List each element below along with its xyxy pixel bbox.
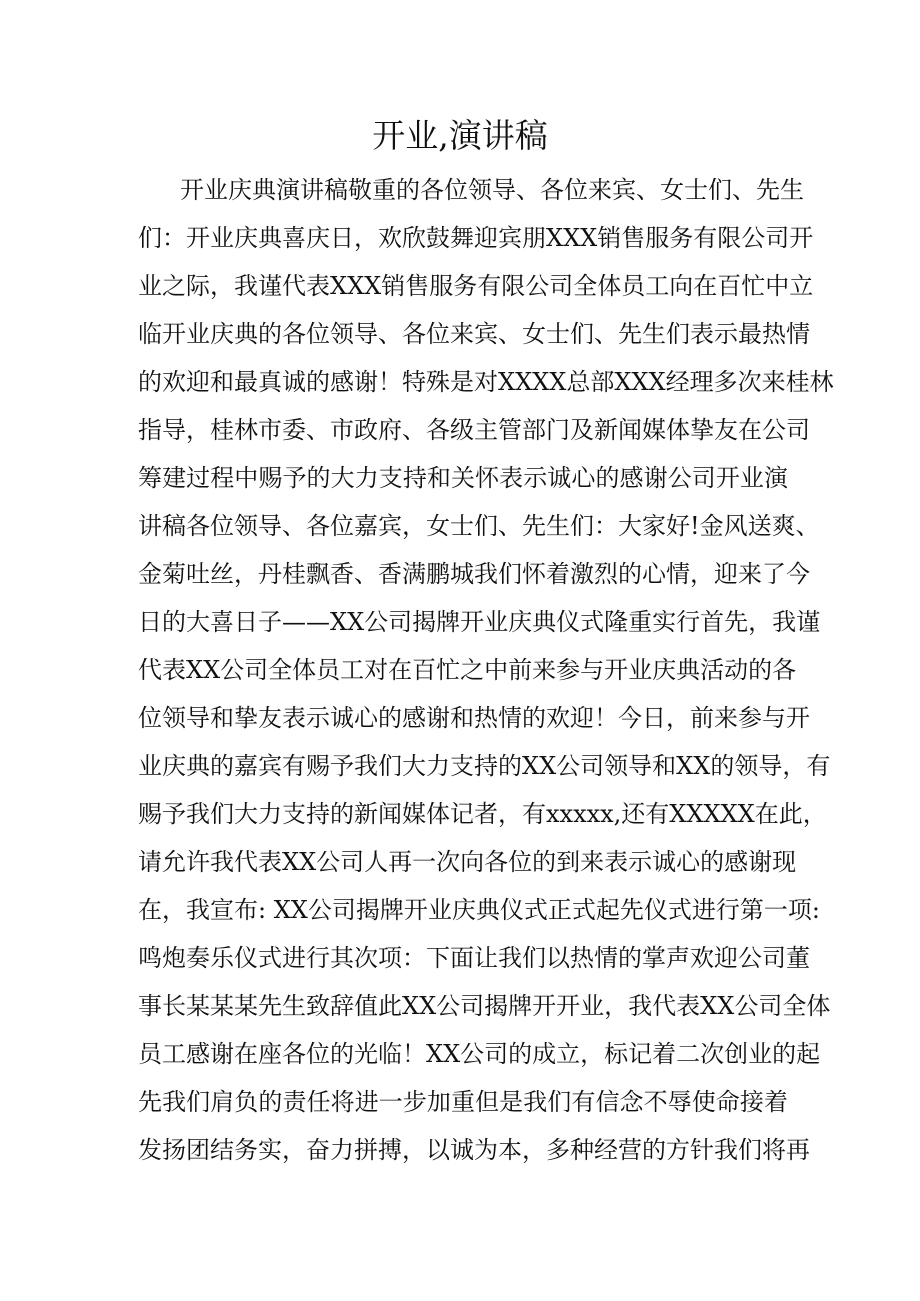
document-title: 开业,演讲稿 <box>372 116 548 155</box>
body-line: 指导，桂林市委、市政府、各级主管部门及新闻媒体挚友在公司 <box>138 416 810 444</box>
body-line: 金菊吐丝，丹桂飘香、香满鹏城我们怀着激烈的心情，迎来了今 <box>138 560 810 588</box>
body-line: 们：开业庆典喜庆日，欢欣鼓舞迎宾朋XXX销售服务有限公司开 <box>138 224 814 252</box>
body-line: 发扬团结务实，奋力拼搏，以诚为本，多种经营的方针我们将再 <box>138 1136 810 1164</box>
body-line: 员工感谢在座各位的光临！XX公司的成立，标记着二次创业的起 <box>138 1040 821 1068</box>
body-line: 开业庆典演讲稿敬重的各位领导、各位来宾、女士们、先生 <box>180 176 804 204</box>
body-line: 先我们肩负的责任将进一步加重但是我们有信念不辱使命接着 <box>138 1088 788 1116</box>
body-line: 业庆典的嘉宾有赐予我们大力支持的XX公司领导和XX的领导，有 <box>138 752 831 780</box>
body-line: 业之际，我谨代表XXX销售服务有限公司全体员工向在百忙中立 <box>138 272 814 300</box>
body-line: 日的大喜日子——XX公司揭牌开业庆典仪式隆重实行首先，我谨 <box>138 608 821 636</box>
body-line: 代表XX公司全体员工对在百忙之中前来参与开业庆典活动的各 <box>138 656 797 684</box>
body-line: 筹建过程中赐予的大力支持和关怀表示诚心的感谢公司开业演 <box>138 464 788 492</box>
body-line: 在，我宣布: XX公司揭牌开业庆典仪式正式起先仪式进行第一项: <box>138 896 820 924</box>
body-line: 请允许我代表XX公司人再一次向各位的到来表示诚心的感谢现 <box>138 848 797 876</box>
body-line: 临开业庆典的各位领导、各位来宾、女士们、先生们表示最热情 <box>138 320 810 348</box>
body-line: 讲稿各位领导、各位嘉宾，女士们、先生们：大家好!金风送爽、 <box>138 512 820 540</box>
body-line: 赐予我们大力支持的新闻媒体记者，有xxxxx,还有XXXXX在此， <box>138 800 827 828</box>
body-line: 事长某某某先生致辞值此XX公司揭牌开开业，我代表XX公司全体 <box>138 992 831 1020</box>
body-line: 位领导和挚友表示诚心的感谢和热情的欢迎！今日，前来参与开 <box>138 704 810 732</box>
body-line: 的欢迎和最真诚的感谢！特殊是对XXXX总部XXX经理多次来桂林 <box>138 368 834 396</box>
body-line: 鸣炮奏乐仪式进行其次项：下面让我们以热情的掌声欢迎公司董 <box>138 944 810 972</box>
document-body <box>138 166 834 1174</box>
